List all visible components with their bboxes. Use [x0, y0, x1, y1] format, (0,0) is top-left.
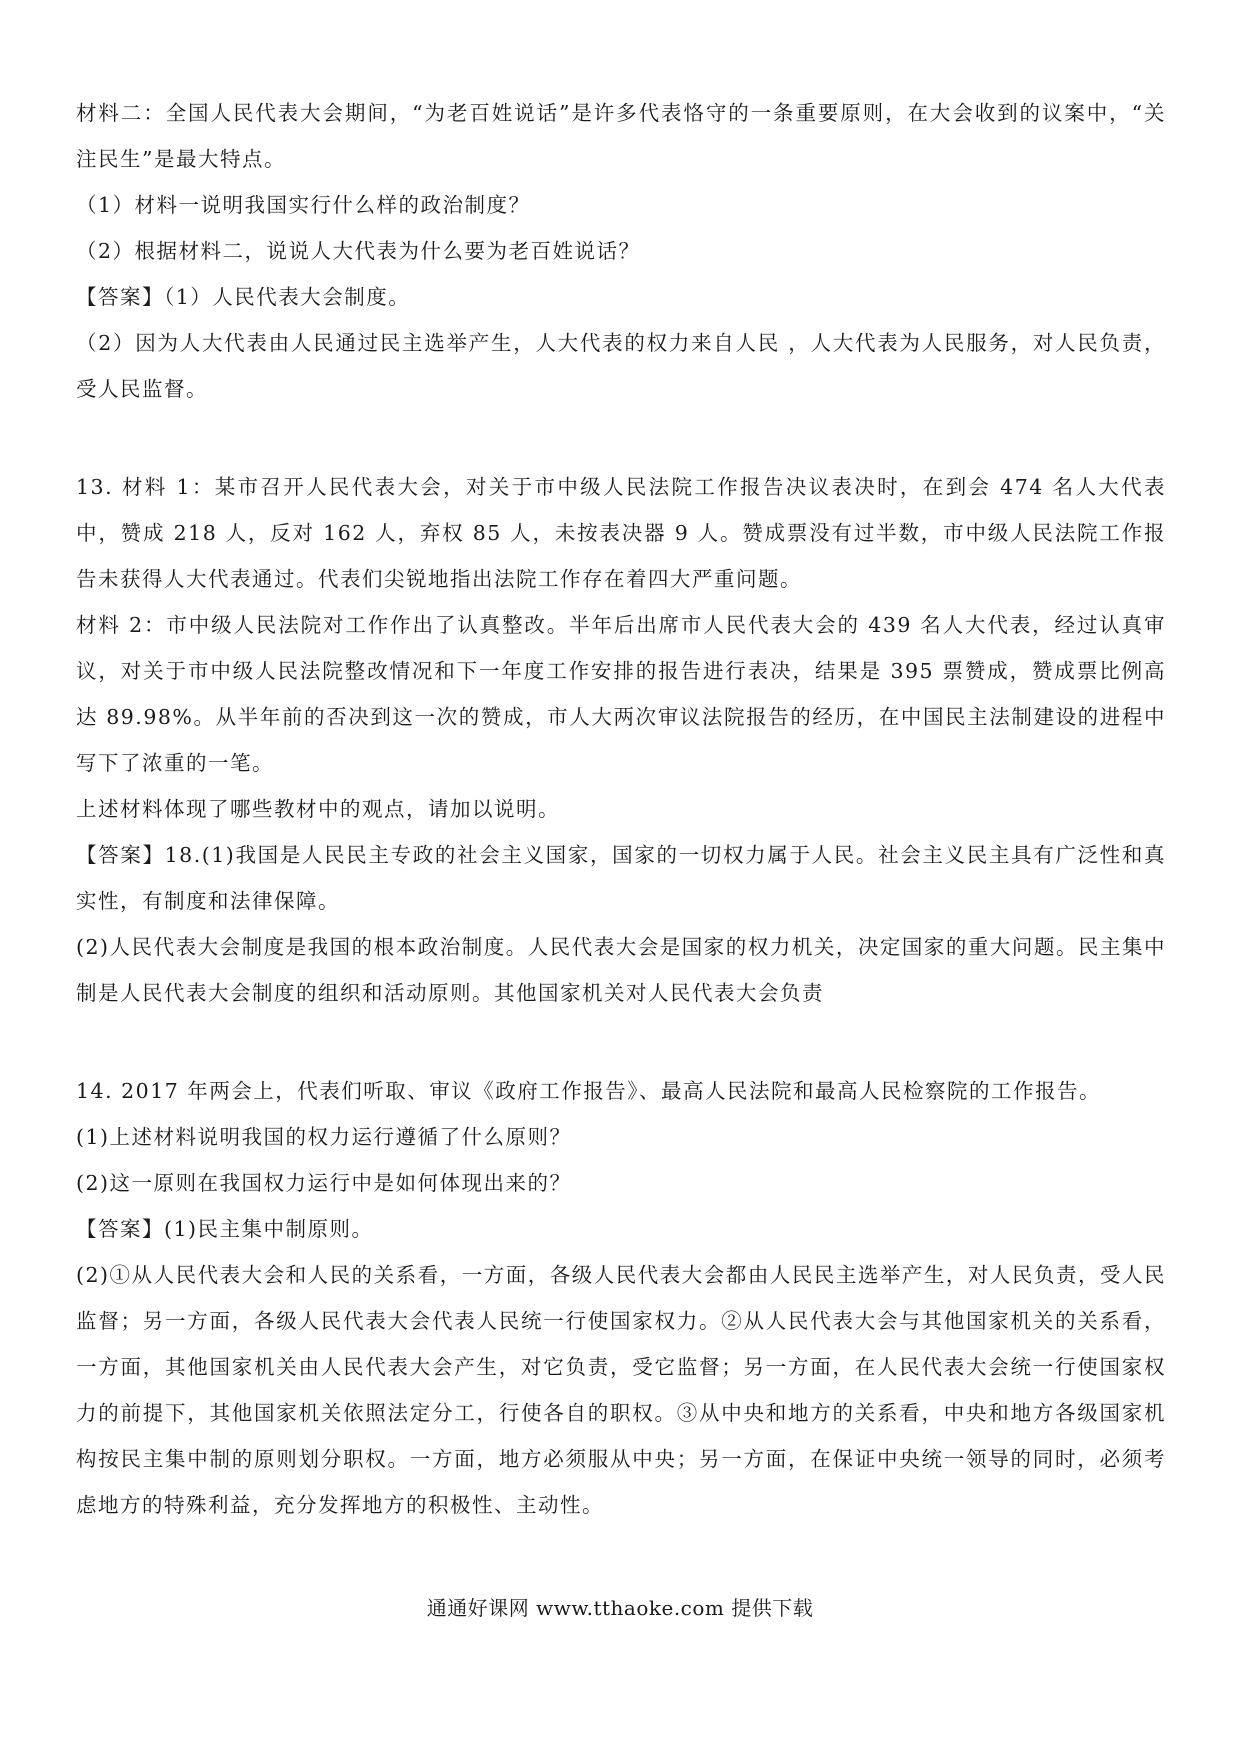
- q12-material2: 材料二：全国人民代表大会期间，“为老百姓说话”是许多代表恪守的一条重要原则，在大会收到的议案中，“关注民生”是最大特点。: [76, 101, 1166, 171]
- q14-answer1: 【答案】(1)民主集中制原则。: [76, 1217, 374, 1241]
- q13-question: 上述材料体现了哪些教材中的观点，请加以说明。: [76, 797, 560, 821]
- q12-question1: （1）材料一说明我国实行什么样的政治制度？: [76, 193, 531, 217]
- q14-answer2: (2)①从人民代表大会和人民的关系看，一方面，各级人民代表大会都由人民民主选举产生，对人民负责，受人民监督；另一方面，各级人民代表大会代表人民统一行使国家权力。②从人民代表大会与其他国家机关的关系看，一方面，其他国家机关由人民代表大会产生，对它负责，受它监督；另一方面，在人民代表大会统一行使国家权力的前提下，其他国家机关依照法定分工，行使各自的职权。③从中央和地方的关系看，中央和地方各级国家机构按民主集中制的原则划分职权。一方面，地方必须服从中央；另一方面，在保证中央统一领导的同时，必须考虑地方的特殊利益，充分发挥地方的积极性、主动性。: [76, 1263, 1166, 1517]
- q12-answer2: （2）因为人大代表由人民通过民主选举产生，人大代表的权力来自人民 ，人大代表为人民服务，对人民负责，受人民监督。: [76, 331, 1166, 401]
- q13-material1: 13. 材料 1：某市召开人民代表大会，对关于市中级人民法院工作报告决议表决时，在到会 474 名人大代表中，赞成 218 人，反对 162 人，弃权 85 人，未按表决器 9 人。赞成票没有过半数，市中级人民法院工作报告未获得人大代表通过。代表们尖锐地指出法院工作存在着四大严重问题。: [76, 475, 1166, 591]
- q13-answer2: (2)人民代表大会制度是我国的根本政治制度。人民代表大会是国家的权力机关，决定国家的重大问题。民主集中制是人民代表大会制度的组织和活动原则。其他国家机关对人民代表大会负责: [76, 935, 1166, 1005]
- q13-material2: 材料 2：市中级人民法院对工作作出了认真整改。半年后出席市人民代表大会的 439 名人大代表，经过认真审议，对关于市中级人民法院整改情况和下一年度工作安排的报告进行表决，结果是 395 票赞成，赞成票比例高达 89.98%。从半年前的否决到这一次的赞成，市人大两次审议法院报告的经历，在中国民主法制建设的进程中写下了浓重的一笔。: [76, 613, 1166, 775]
- q12-question2: （2）根据材料二，说说人大代表为什么要为老百姓说话？: [76, 239, 641, 263]
- q12-answer1: 【答案】（1）人民代表大会制度。: [76, 285, 411, 309]
- q14-question2: (2)这一原则在我国权力运行中是如何体现出来的？: [76, 1171, 572, 1195]
- q13-answer1: 【答案】18.(1)我国是人民民主专政的社会主义国家，国家的一切权力属于人民。社会主义民主具有广泛性和真实性，有制度和法律保障。: [76, 843, 1166, 913]
- q14-stem: 14. 2017 年两会上，代表们听取、审议《政府工作报告》、最高人民法院和最高人民检察院的工作报告。: [76, 1079, 1102, 1103]
- section-spacer: [76, 412, 1166, 464]
- document-body: [76, 90, 1166, 1528]
- section-spacer: [76, 1016, 1166, 1068]
- page-footer: 通通好课网 www.tthaoke.com 提供下载: [426, 1596, 814, 1620]
- q14-question1: (1)上述材料说明我国的权力运行遵循了什么原则？: [76, 1125, 572, 1149]
